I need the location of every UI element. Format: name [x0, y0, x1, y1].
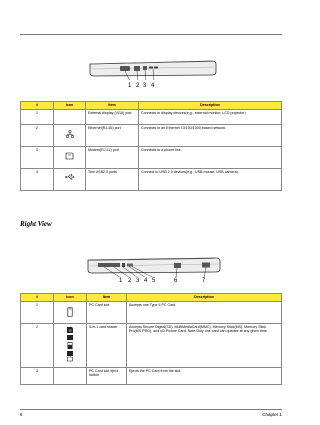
chapter-label: Chapter 1: [262, 412, 282, 417]
callout-number: 2: [136, 83, 140, 89]
row-item: 5-in-1 card reader: [87, 323, 127, 367]
callout-number: 1: [119, 278, 123, 284]
callout-number: 3: [136, 278, 140, 284]
row-icon-cell: [54, 146, 86, 168]
row-icon-cell: [54, 124, 86, 146]
row-description: Ejects the PC Card from the slot.: [127, 367, 282, 384]
table-header-row: [21, 102, 282, 110]
row-item: External display (VGA) port: [86, 109, 139, 124]
row-item: PC Card slot: [87, 301, 127, 323]
callout-number: 4: [144, 278, 148, 284]
right-side-ports-table: [20, 293, 282, 385]
right-side-laptop-figure: [84, 249, 224, 277]
column-header-number: #: [21, 294, 54, 302]
row-icon-cell: [54, 301, 87, 323]
table-row: [21, 124, 282, 146]
laptop-left-side-illustration: [86, 52, 218, 80]
section-heading-right-view: Right View: [20, 220, 52, 228]
column-header-description: Description: [127, 294, 282, 302]
row-item: Modem(RJ-11) port: [86, 146, 139, 168]
table-row: [21, 109, 282, 124]
row-description: Connects to display devices(e.g., external monitor, LCD projector): [139, 109, 282, 124]
row-item: Ethernet(RJ-45) port: [86, 124, 139, 146]
row-icon-cell: [54, 168, 86, 190]
column-header-item: Item: [87, 294, 127, 302]
left-side-ports-table: [20, 101, 282, 191]
row-icon-cell: [54, 109, 86, 124]
right-side-callouts: [0, 277, 300, 287]
row-item: PC Card slot eject button: [87, 367, 127, 384]
column-header-number: #: [21, 102, 54, 110]
ethernet-icon: [66, 130, 74, 138]
row-icon-cell: [54, 323, 87, 367]
row-description: Connects to a phone line.: [139, 146, 282, 168]
column-header-icon: Icon: [54, 102, 86, 110]
column-header-item: Item: [86, 102, 139, 110]
table-header-row: [21, 294, 282, 302]
row-description: Accepts Secure Digital(SD), MultiMediaCard(MMC), Memory Stick(MS), Memory Stick Pro(MS PRO), and xD-Picture Card. Note:Only one card can operate at any given time.: [127, 323, 282, 367]
row-description: Accepts one Type II PC Card.: [127, 301, 282, 323]
row-number: 1: [21, 301, 54, 323]
laptop-right-side-illustration: [84, 249, 224, 277]
callout-number: 6: [174, 278, 178, 284]
table-row: [21, 323, 282, 367]
column-header-description: Description: [139, 102, 282, 110]
column-header-icon: Icon: [54, 294, 87, 302]
table-row: [21, 168, 282, 190]
row-number: 3: [21, 367, 54, 384]
callout-number: 4: [151, 83, 155, 89]
phone-jack-icon: [65, 152, 74, 160]
table-row: [21, 146, 282, 168]
table-row: [21, 367, 282, 384]
row-icon-cell: [54, 367, 87, 384]
table-row: [21, 301, 282, 323]
row-number: 1: [21, 109, 54, 124]
row-number: 3: [21, 146, 54, 168]
row-description: Connects to an Ethernet 10/100/1000 based network.: [139, 124, 282, 146]
pc-card-icon: [67, 307, 73, 317]
callout-number: 1: [128, 83, 132, 89]
left-side-callouts: [0, 82, 300, 92]
page-number: 6: [20, 412, 23, 417]
row-number: 2: [21, 323, 54, 367]
row-item: Two USB2.0 ports: [86, 168, 139, 190]
callout-number: 5: [152, 278, 156, 284]
row-number: 2: [21, 124, 54, 146]
callout-number: 3: [143, 83, 147, 89]
callout-number: 2: [128, 278, 132, 284]
left-side-laptop-figure: [86, 52, 218, 80]
svg-text:SD: SD: [68, 329, 72, 333]
row-description: Connect to USB 2.0 devices(e.g., USB mouse, USB camera).: [139, 168, 282, 190]
usb-icon: [65, 174, 75, 180]
header-rule: [20, 34, 282, 35]
memory-card-icons: [65, 326, 75, 362]
footer-rule: [20, 409, 282, 410]
row-number: 4: [21, 168, 54, 190]
callout-number: 7: [202, 278, 206, 284]
